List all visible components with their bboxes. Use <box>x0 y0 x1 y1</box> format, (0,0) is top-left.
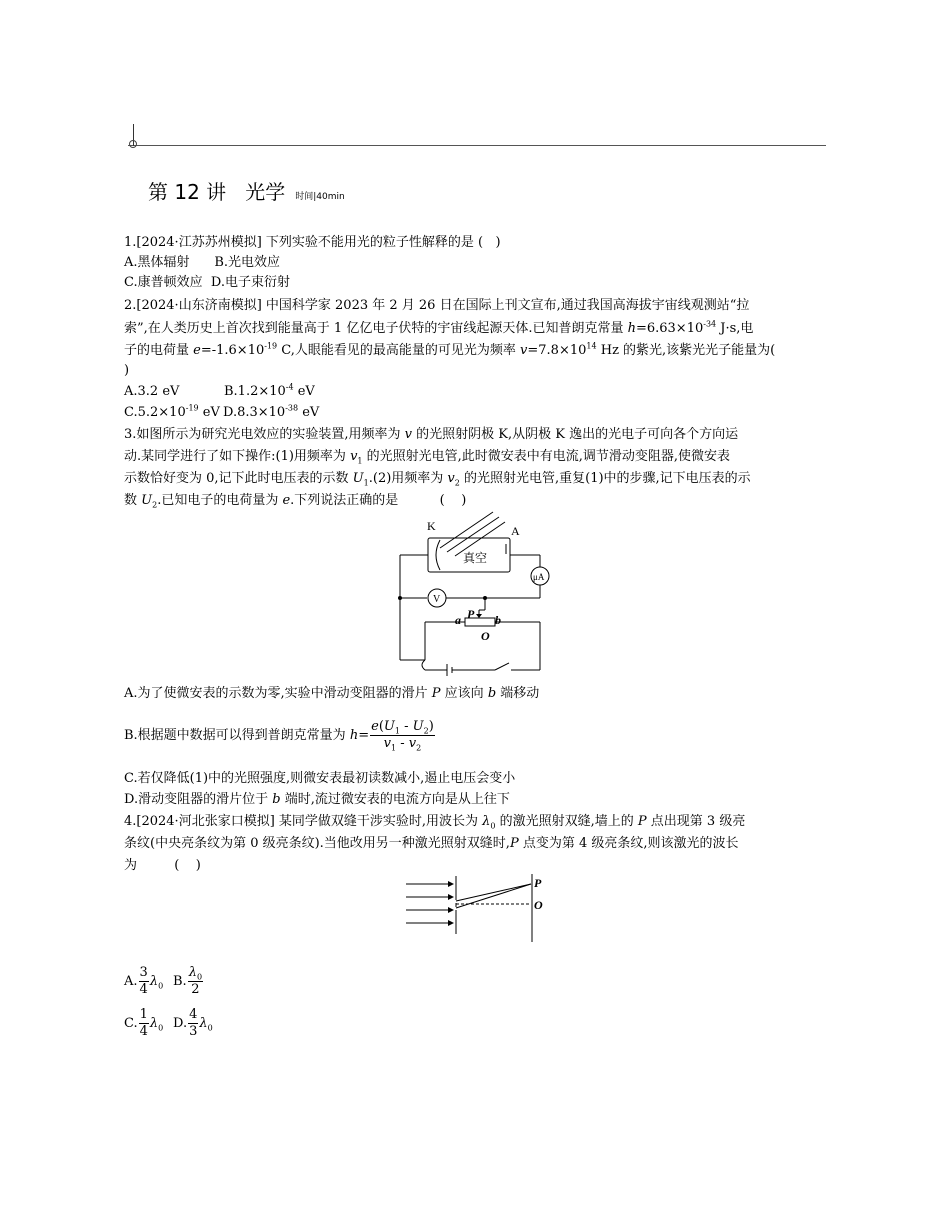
header-rule-circle <box>129 140 137 148</box>
photoelectric-circuit-figure <box>385 510 555 680</box>
label-vacuum: 真空 <box>463 551 488 565</box>
double-slit-figure <box>400 872 560 944</box>
light-ray <box>447 517 499 552</box>
q2-option-a: A.3.2 eV <box>124 384 180 399</box>
q3-option-c: C.若仅降低(1)中的光照强度,则微安表最初读数减小,遏止电压会变小 <box>124 771 516 786</box>
q2-line1: 2.[2024·山东济南模拟] 中国科学家 2023 年 2 月 26 日在国际上刊文宣布,通过我国高海拔宇宙线观测站“拉 <box>124 298 750 313</box>
label-K: K <box>427 519 436 533</box>
light-ray <box>440 512 493 548</box>
label-voltmeter: V <box>433 594 441 605</box>
q2-line3: 子的电荷量 $e=-1.6\times 10^{-19}$ C,人眼能看见的最高能量的可见光为频率 $v=7.8\times 10^{14}$ Hz 的紫光,该紫光光子能量为( <box>124 341 776 358</box>
q4-line1: 4.[2024·河北张家口模拟] 某同学做双缝干涉实验时,用波长为 $\lambda_0$ 的激光照射双缝,墙上的 P 点出现第 3 级亮 <box>124 814 746 831</box>
title-time: 时间|40min <box>295 192 345 202</box>
path-to-P <box>456 884 531 901</box>
q2-line4: ) <box>124 363 130 378</box>
q3-option-b: B.根据题中数据可以得到普朗克常量为 h= $\frac{e(U_1 - U_2)}{v_1 - v_2}$ <box>124 719 434 753</box>
q2-option-b: $B.1.2\times 10^{-4}$ eV <box>224 382 315 399</box>
q1-options-row2: C.康普顿效应 D.电子束衍射 <box>124 275 290 290</box>
cathode-arc <box>436 540 440 570</box>
label-P: P <box>467 607 475 621</box>
page-title <box>148 176 345 205</box>
q4-option-a: A. $\frac{3}{4}$ $\lambda_0$ <box>124 965 164 997</box>
switch-blade <box>495 663 509 670</box>
q3-line1: 3.如图所示为研究光电效应的实验装置,用频率为 v 的光照射阴极 K,从阴极 K 逸出的光电子可向各个方向运 <box>124 427 739 442</box>
q4-option-b: B. $\frac{\lambda_0}{2}$ <box>173 965 203 997</box>
title-main: 第 12 讲 光学 <box>148 180 286 204</box>
label-O: O <box>534 898 543 912</box>
label-b: b <box>495 613 501 627</box>
q4-line3: 为 ( ) <box>124 858 201 873</box>
header-rule <box>128 145 826 146</box>
q4-line2: 条纹(中央亮条纹为第 0 级亮条纹).当他改用另一种激光照射双缝时,P 点变为第 4 级亮条纹,则该激光的波长 <box>124 836 739 851</box>
q1-stem: 1.[2024·江苏苏州模拟] 下列实验不能用光的粒子性解释的是 ( ) <box>124 235 501 250</box>
label-O: O <box>481 629 490 643</box>
q3-line3: 示数恰好变为 0,记下此时电压表的示数 $U_1.(2)$用频率为 $v_2$ 的光照射光电管,重复(1)中的步骤,记下电压表的示 <box>124 471 751 488</box>
q3-line2: 动.某同学进行了如下操作:(1)用频率为 $v_1$ 的光照射光电管,此时微安表中有电流,调节滑动变阻器,使微安表 <box>124 449 731 466</box>
q2-option-c: $C.5.2\times 10^{-19}$ eV <box>124 403 220 420</box>
planck-formula: $\frac{e(U_1 - U_2)}{v_1 - v_2}$ <box>371 719 434 753</box>
q1-options-row1: A.黑体辐射 B.光电效应 <box>124 255 281 270</box>
q2-line2: 索”,在人类历史上首次找到能量高于 1 亿亿电子伏特的宇宙线起源天体.已知普朗克常量 $h=6.63\times 10^{-34}$ J·s,电 <box>124 319 754 336</box>
q2-option-d: $D.8.3\times 10^{-38}$ eV <box>223 403 320 420</box>
label-a: a <box>455 613 461 627</box>
q3-option-a: A.为了使微安表的示数为零,实验中滑动变阻器的滑片 P 应该向 b 端移动 <box>124 686 540 701</box>
label-microammeter: μA <box>533 572 545 582</box>
label-P: P <box>534 876 542 890</box>
q3-line4: 数 $U_2$.已知电子的电荷量为 e.下列说法正确的是 ( ) <box>124 493 467 510</box>
q4-option-c: C. $\frac{1}{4}$ $\lambda_0$ <box>124 1007 164 1039</box>
q4-option-d: D. $\frac{4}{3}$ $\lambda_0$ <box>173 1007 213 1039</box>
label-A: A <box>511 524 520 538</box>
q3-option-d: D.滑动变阻器的滑片位于 b 端时,流过微安表的电流方向是从上往下 <box>124 792 510 807</box>
